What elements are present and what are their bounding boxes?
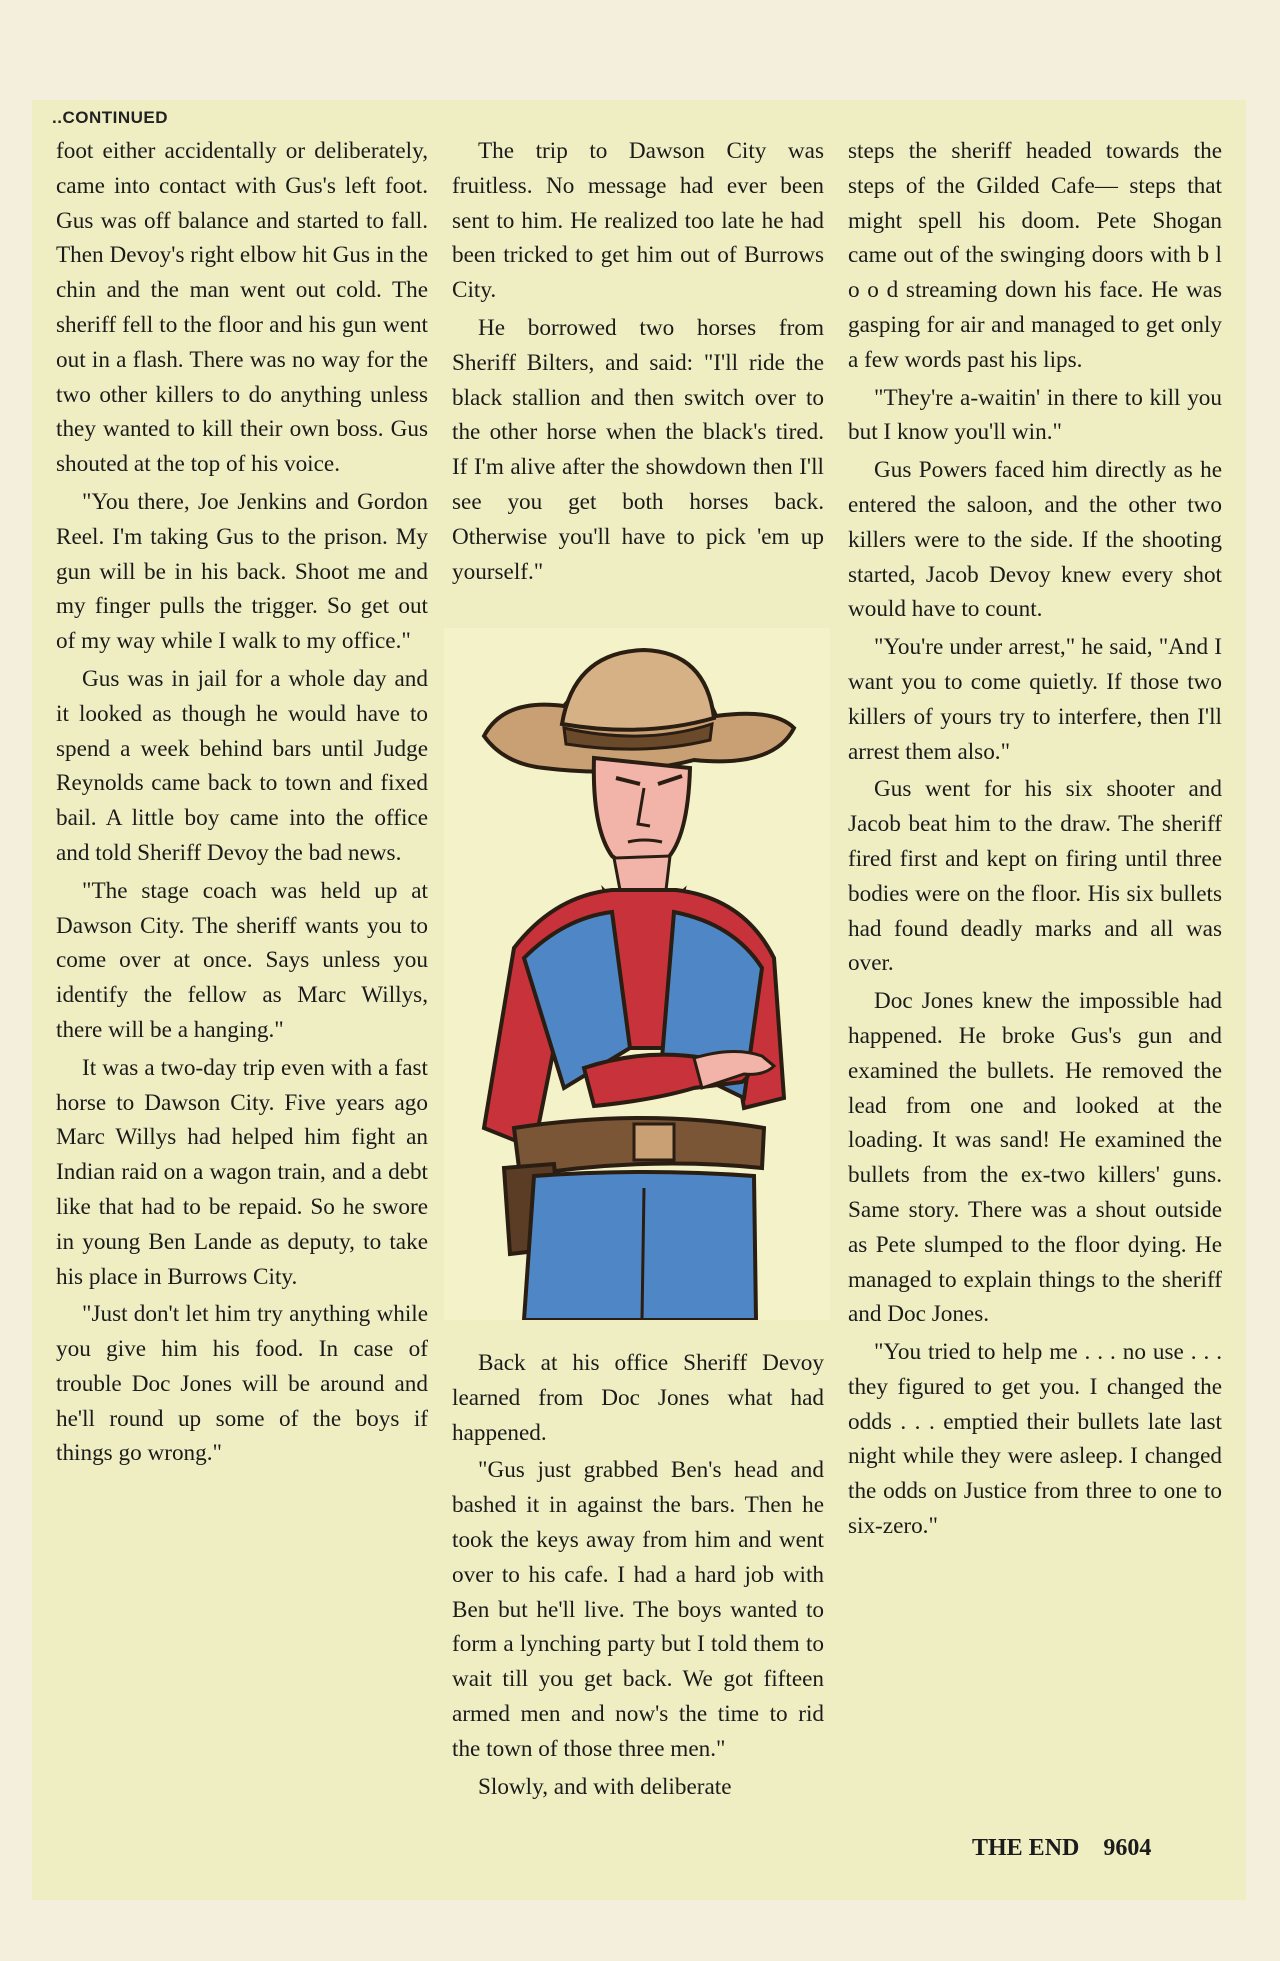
paragraph: "The stage coach was held up at Dawson City. The sheriff wants you to come over at once. Says unless you identify the fellow as Marc Willys, there will be a hanging." bbox=[56, 877, 428, 1043]
story-footer bbox=[972, 1835, 1151, 1862]
paragraph: Slowly, and with deliberate bbox=[478, 1773, 732, 1800]
paragraph: "Just don't let him try anything while you give him his food. In case of trouble Doc Jones will be around and he'll round up some of the boys if things go wrong." bbox=[56, 1301, 428, 1467]
text-column-2-bottom bbox=[452, 1346, 824, 1807]
text-column-3 bbox=[848, 134, 1222, 1547]
cowboy-sheriff-illustration bbox=[444, 628, 830, 1320]
paragraph: steps the sheriff headed towards the steps of the Gilded Cafe— steps that might spell his doom. Pete Shogan came out of the swinging doors with b l o o d streaming down his face. He was gasping for air and managed to get only a few words past his lips. bbox=[848, 138, 1222, 373]
paragraph: "You there, Joe Jenkins and Gordon Reel. I'm taking Gus to the prison. My gun will be in his back. Shoot me and my finger pulls the trigger. So get out of my way while I walk to my office." bbox=[56, 488, 428, 655]
text-column-1 bbox=[56, 134, 428, 1474]
paragraph: Gus Powers faced him directly as he entered the saloon, and the other two killers were to the side. If the shooting started, Jacob Devoy knew every shot would have to count. bbox=[848, 457, 1222, 623]
paragraph: He borrowed two horses from Sheriff Bilters, and said: "I'll ride the black stallion and then switch over to the other horse when the black's tired. If I'm alive after the showdown then I'll see you get both horses back. Otherwise you'll have to pick 'em up yourself." bbox=[452, 314, 824, 585]
paragraph: The trip to Dawson City was fruitless. No message had ever been sent to him. He realized too late he had been tricked to get him out of Burrows City. bbox=[452, 138, 824, 304]
text-column-2-top bbox=[452, 134, 824, 592]
story-page bbox=[32, 100, 1246, 1900]
paragraph: foot either accidentally or deliberately, came into contact with Gus's left foot. Gus was off balance and started to fall. Then Devoy's right elbow hit Gus in the chin and the man went out cold. The sheriff fell to the floor and his gun went out in a flash. There was no way for the two other killers to do anything unless they wanted to kill their own boss. Gus shouted at the top of his voice. bbox=[56, 138, 428, 478]
continued-label: ..CONTINUED bbox=[52, 108, 168, 127]
the-end-label: THE END bbox=[972, 1835, 1080, 1861]
paragraph: "They're a-waitin' in there to kill you but I know you'll win." bbox=[848, 384, 1222, 446]
paragraph: It was a two-day trip even with a fast horse to Dawson City. Five years ago Marc Willys had helped him fight an Indian raid on a wagon train, and a debt like that had to be repaid. So he swore in young Ben Lande as deputy, to take his place in Burrows City. bbox=[56, 1054, 428, 1290]
paragraph: Gus went for his six shooter and Jacob beat him to the draw. The sheriff fired first and kept on firing until three bodies were on the floor. His six bullets had found deadly marks and all was over. bbox=[848, 776, 1222, 977]
paragraph: Doc Jones knew the impossible had happened. He broke Gus's gun and examined the bullets. He removed the lead from one and looked at the loading. It was sand! He examined the bullets from the ex-two killers' guns. Same story. There was a shout outside as Pete slumped to the floor dying. He managed to explain things to the sheriff and Doc Jones. bbox=[848, 988, 1222, 1328]
paragraph: "You tried to help me . . . no use . . . they figured to get you. I changed the odds . . . emptied their bullets late last night while they were asleep. I changed the odds on Justice from three to one to six-zero." bbox=[848, 1339, 1222, 1540]
paragraph: Gus was in jail for a whole day and it looked as though he would have to spend a week behind bars until Judge Reynolds came back to town and fixed bail. A little boy came into the office and told Sheriff Devoy the bad news. bbox=[56, 665, 428, 866]
paragraph: Back at his office Sheriff Devoy learned from Doc Jones what had happened. bbox=[452, 1350, 824, 1446]
page-code: 9604 bbox=[1103, 1835, 1152, 1861]
paragraph: "You're under arrest," he said, "And I want you to come quietly. If those two killers of yours try to interfere, then I'll arrest them also." bbox=[848, 634, 1222, 765]
cowboy-sheriff-icon bbox=[444, 628, 830, 1320]
paragraph: "Gus just grabbed Ben's head and bashed it in against the bars. Then he took the keys away from him and went over to his cafe. I had a hard job with Ben but he'll live. The boys wanted to form a lynching party but I told them to wait till you get back. We got fifteen armed men and now's the time to rid the town of those three men." bbox=[452, 1457, 824, 1762]
